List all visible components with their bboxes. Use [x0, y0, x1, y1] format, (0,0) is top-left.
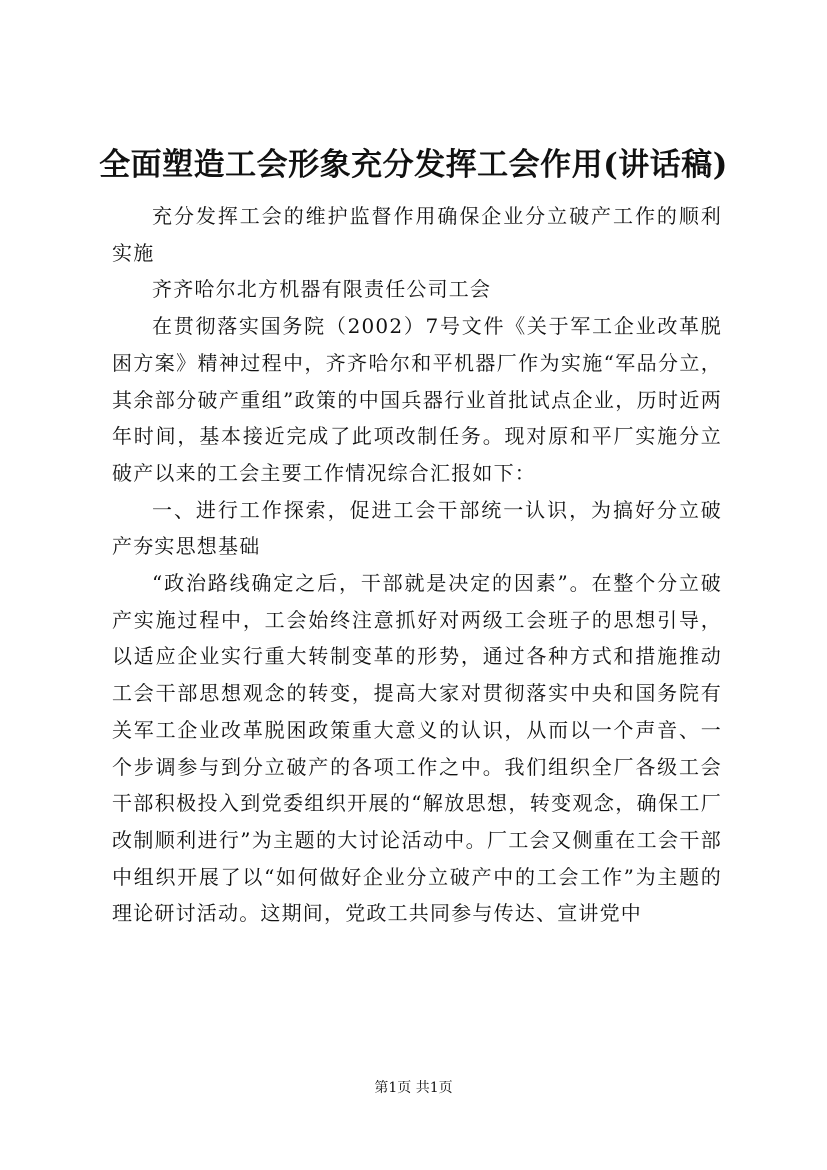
document-title: 全面塑造工会形象充分发挥工会作用(讲话稿): [99, 147, 728, 183]
body-paragraph: “政治路线确定之后，干部就是决定的因素”。在整个分立破产实施过程中，工会始终注意抓好对两级工会班子的思想引导，以适应企业实行重大转制变革的形势，通过各种方式和措施推动工会干部思想观念的转变，提高大家对贯彻落实中央和国务院有关军工企业改革脱困政策重大意义的认识，从而以一个声音、一个步调参与到分立破产的各项工作之中。我们组织全厂各级工会干部积极投入到党委组织开展的“解放思想，转变观念，确保工厂改制顺利进行”为主题的大讨论活动中。厂工会又侧重在工会干部中组织开展了以“如何做好企业分立破产中的工会工作”为主题的理论研讨活动。这期间，党政工共同参与传达、宣讲党中: [112, 571, 722, 926]
page-footer: [0, 1078, 827, 1098]
section-heading-paragraph: 一、进行工作探索，促进工会干部统一认识，为搞好分立破产夯实思想基础: [112, 497, 722, 559]
organization-paragraph: 齐齐哈尔北方机器有限责任公司工会: [152, 277, 492, 302]
intro-paragraph: 在贯彻落实国务院（2002）7号文件《关于军工企业改革脱困方案》精神过程中，齐齐哈尔和平机器厂作为实施“军品分立，其余部分破产重组”政策的中国兵器行业首批试点企业，历时近两年时间，基本接近完成了此项改制任务。现对原和平厂实施分立破产以来的工会主要工作情况综合汇报如下：: [112, 314, 722, 485]
subtitle-paragraph: 充分发挥工会的维护监督作用确保企业分立破产工作的顺利实施: [112, 204, 722, 265]
page-number-label: 第1页 共1页: [374, 1080, 453, 1096]
document-body: [112, 198, 722, 932]
